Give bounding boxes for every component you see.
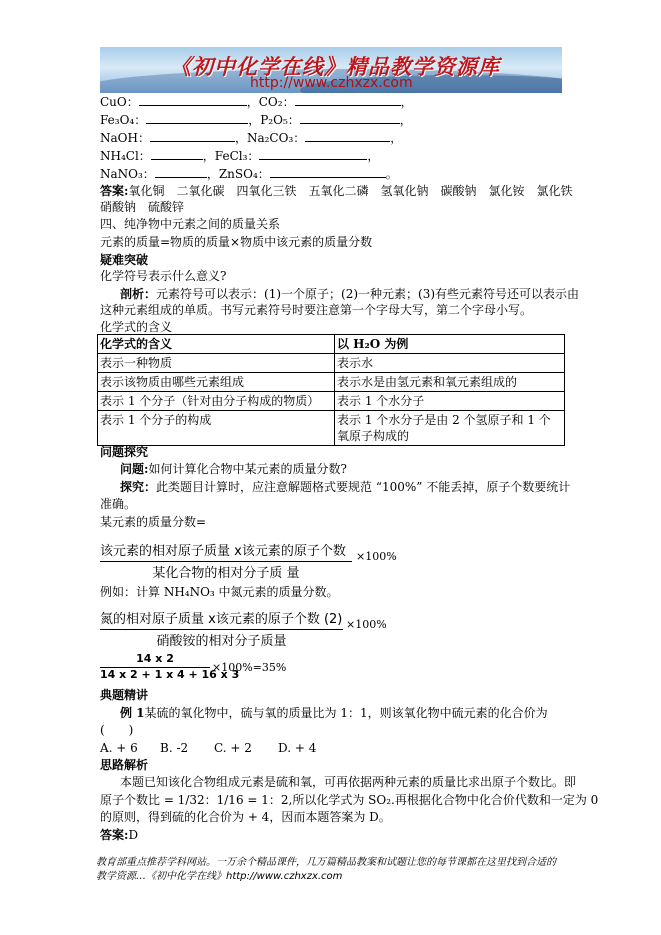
formula-label: NaOH： — [100, 131, 150, 145]
table-header-cell: 以 H₂O 为例 — [335, 335, 565, 354]
answer-blank — [155, 166, 207, 178]
answer-blank — [259, 148, 367, 160]
answer-label: 答案: — [100, 184, 129, 198]
answer-blank — [150, 130, 235, 142]
formula-label: ，ZnSO₄： — [206, 167, 270, 181]
answer-line-cont: 硝酸钠 硫酸锌 — [100, 200, 185, 214]
table-cell: 表示水 — [335, 354, 565, 373]
table-cell: 表示 1 个分子（针对由分子构成的物质） — [98, 392, 335, 411]
table-header-row — [98, 335, 565, 354]
formula-label: ，Na₂CO₃： — [234, 131, 306, 145]
classic-heading: 典题精讲 — [100, 688, 149, 702]
formula-row: NaNO₃： ，ZnSO₄： 。 — [100, 167, 398, 181]
answer-text: 氧化铜 二氧化碳 四氧化三铁 五氧化二磷 氢氧化钠 碳酸钠 氯化铵 氯化铁 — [128, 184, 573, 198]
answer-line — [100, 183, 572, 199]
answer-blank — [151, 148, 203, 160]
example-paren: ( ) — [100, 723, 134, 737]
answer-blank — [305, 130, 390, 142]
formula-row: CuO： ，CO₂： ， — [100, 95, 413, 109]
formula-denominator: 14 x 2 + 1 x 4 + 16 x 3 — [100, 668, 240, 681]
section-title: 四、纯净物中元素之间的质量关系 — [100, 217, 281, 231]
table-cell: 表示水是由氢元素和氧元素组成的 — [335, 373, 565, 392]
table-caption: 化学式的含义 — [100, 320, 173, 334]
formula-denominator: 硝酸铵的相对分子质量 — [156, 634, 287, 649]
analysis-label: 剖析： — [120, 287, 157, 301]
answer-blank — [295, 94, 401, 106]
table-row — [98, 354, 565, 373]
formula-label: CuO： — [100, 95, 139, 109]
formula-label: ，FeCl₃： — [202, 149, 260, 163]
formula-numerator: 该元素的相对原子质量 x该元素的原子个数 — [100, 544, 346, 559]
formula-tail: ×100% — [346, 618, 387, 631]
mass-fraction-formula — [100, 540, 397, 581]
table-cell: 表示 1 个分子的构成 — [98, 411, 335, 446]
answer-blank — [139, 94, 247, 106]
table-row — [98, 411, 565, 446]
table-cell: 表示 1 个水分子 — [335, 392, 565, 411]
example-question: 例 1某硫的氧化物中，硫与氧的质量比为 1：1，则该氧化物中硫元素的化合价为 — [120, 706, 548, 720]
difficulty-question: 化学符号表示什么意义? — [100, 269, 227, 283]
answer-blank — [270, 166, 386, 178]
inquiry-heading: 问题探究 — [100, 445, 149, 459]
option-list — [100, 740, 316, 756]
table-cell: 表示该物质由哪些元素组成 — [98, 373, 335, 392]
footer-line: 教学资源…《初中化学在线》http://www.czhxzx.com — [96, 871, 343, 882]
option-item: A. + 6 — [100, 741, 138, 755]
formula-label: NaNO₃： — [100, 167, 155, 181]
formula-label: ，CO₂： — [246, 95, 295, 109]
answer-line: 答案:D — [100, 828, 139, 842]
thinking-line: 的原则，得到硫的化合价为 + 4，因而本题答案为 D。 — [100, 810, 391, 824]
formula-row: Fe₃O₄： ，P₂O₅： ， — [100, 113, 412, 127]
banner-title: 《初中化学在线》精品教学资源库 — [170, 55, 500, 79]
formula-row: NH₄Cl： ，FeCl₃： ， — [100, 149, 380, 163]
thinking-line: 本题已知该化合物组成元素是硫和氧，可再依据两种元素的质量比求出原子个数比。即 — [120, 775, 577, 789]
footer-line: 教育部重点推荐学科网站。一万余个精品课件，几万篇精品教案和试题让您的每节课都在这里找到合适的 — [96, 857, 556, 868]
formula-row: NaOH： ，Na₂CO₃： ， — [100, 131, 403, 145]
page-footer — [96, 856, 566, 884]
option-item: D. + 4 — [278, 741, 317, 755]
inquiry-explore-cont: 准确。 — [100, 497, 137, 511]
formula-numerator: 14 x 2 — [136, 652, 174, 665]
option-item: B. -2 — [160, 741, 189, 755]
mass-fraction-label: 某元素的质量分数= — [100, 515, 207, 529]
formula-label: NH₄Cl： — [100, 149, 151, 163]
table-row — [98, 373, 565, 392]
formula-label: ，P₂O₅： — [248, 113, 300, 127]
formula-meaning-table — [97, 334, 565, 446]
inquiry-explore: 探究：此类题目计算时，应注意解题格式要规范 “100%” 不能丢掉，原子个数要统计 — [120, 480, 571, 494]
formula-denominator: 某化合物的相对分子质 量 — [152, 566, 300, 581]
formula-label: Fe₃O₄： — [100, 113, 147, 127]
table-row — [98, 392, 565, 411]
answer-blank — [300, 112, 400, 124]
analysis-line: 这种元素组成的单质。书写元素符号时要注意第一个字母大写，第二个字母小写。 — [100, 303, 533, 317]
example-text: 例如：计算 NH₄NO₃ 中氮元素的质量分数。 — [100, 585, 339, 599]
table-cell: 表示 1 个水分子是由 2 个氢原子和 1 个氧原子构成的 — [335, 411, 565, 446]
thinking-heading: 思路解析 — [100, 758, 149, 772]
formula-tail: ×100%=35% — [212, 661, 287, 674]
table-cell: 表示一种物质 — [98, 354, 335, 373]
table-header-cell: 化学式的含义 — [98, 335, 335, 354]
answer-blank — [146, 112, 248, 124]
banner-url: http://www.czhxzx.com — [250, 75, 413, 91]
header-banner — [100, 47, 562, 93]
option-item: C. + 2 — [214, 741, 252, 755]
analysis-line: 剖析：元素符号可以表示：(1)一个原子；(2)一种元素；(3)有些元素符号还可以表示由 — [120, 287, 580, 301]
nitrogen-calc-formula — [100, 652, 287, 681]
formula-tail: ×100% — [356, 550, 397, 563]
difficulty-heading: 疑难突破 — [100, 253, 149, 267]
section-rule: 元素的质量=物质的质量×物质中该元素的质量分数 — [100, 235, 373, 249]
inquiry-question: 问题:如何计算化合物中某元素的质量分数? — [120, 462, 347, 476]
nitrogen-fraction-formula — [100, 608, 387, 649]
formula-numerator: 氮的相对原子质量 x该元素的原子个数 (2) — [100, 612, 343, 627]
thinking-line: 原子个数比 = 1/32：1/16 = 1：2,所以化学式为 SO₂.再根据化合物中化合价代数和一定为 0 — [100, 793, 599, 807]
